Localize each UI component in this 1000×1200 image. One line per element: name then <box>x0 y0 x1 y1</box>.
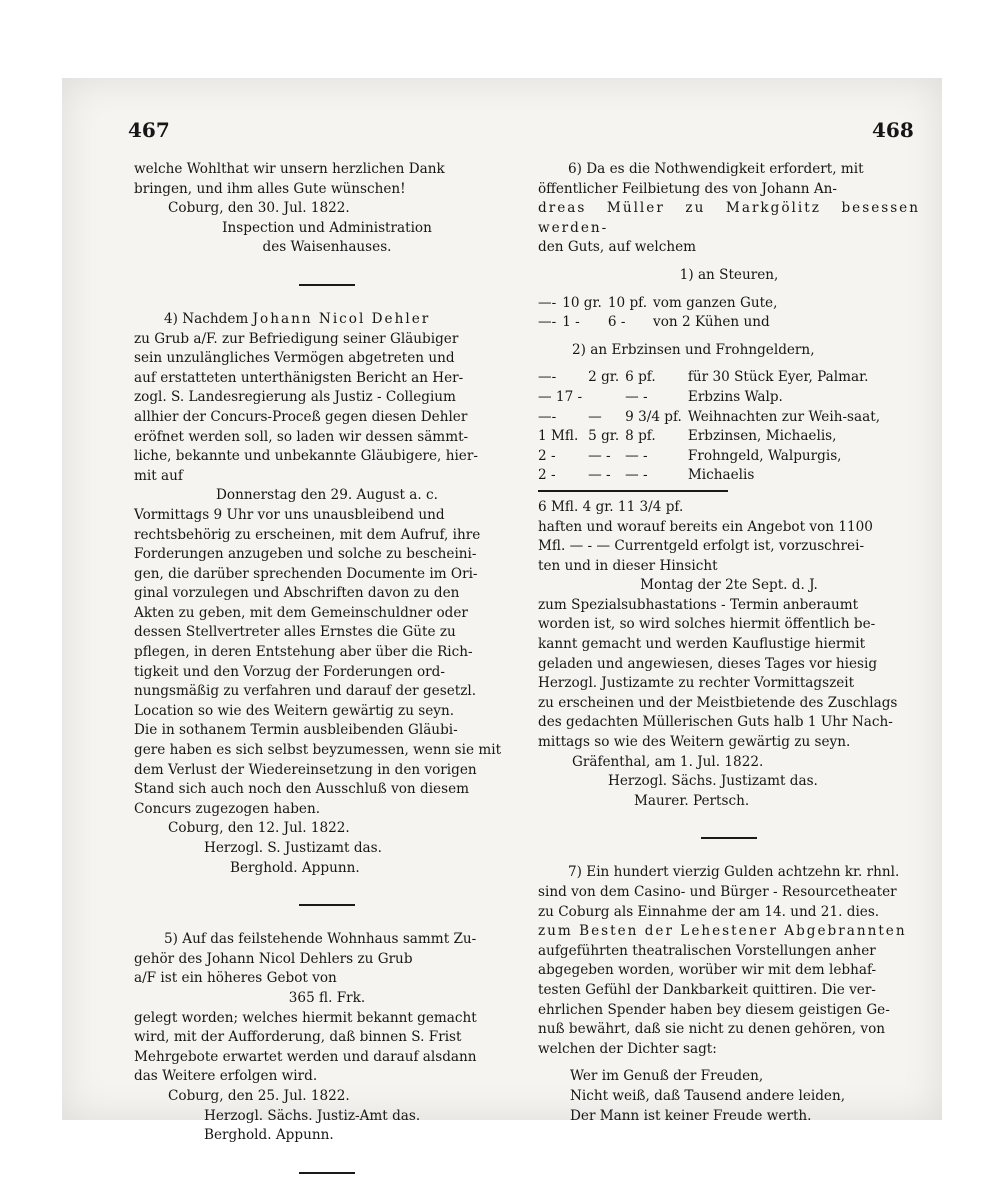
intro-line: bringen, und ihm alles Gute wünschen! <box>134 180 406 197</box>
notice-4-line: allhier der Concurs-Proceß gegen diesen Dehler <box>134 408 468 425</box>
amount-cell: — - <box>588 467 611 484</box>
notice-6-line: den Guts, auf welchem <box>538 239 697 256</box>
notice-4-line: zu Grub a/F. zur Befriedigung seiner Gläubiger <box>134 330 459 347</box>
amount-cell: 9 3/4 pf. <box>625 408 682 425</box>
notice-6-line: 6) Da es die Nothwendigkeit erfordert, mit <box>568 161 864 177</box>
section-divider <box>299 284 355 286</box>
amount-cell: — <box>588 408 602 425</box>
intro-signature: Inspection und Administration <box>222 219 432 236</box>
taxes-table <box>538 294 783 333</box>
table-row <box>538 408 886 428</box>
section-divider <box>299 1172 355 1174</box>
amount-cell: 6 - <box>607 314 626 331</box>
spacer <box>538 333 920 341</box>
poem-line: Wer im Genuß der Freuden, <box>570 1068 764 1085</box>
notice-4-place: Coburg, den 12. Jul. 1822. <box>168 820 350 837</box>
notice-5-signature: Berghold. Appunn. <box>204 1127 334 1144</box>
rents-table <box>538 368 886 486</box>
notice-4-body: Die in sothanem Termin ausbleibenden Gläubi- <box>134 722 458 739</box>
label-cell: vom ganzen Gute, <box>653 294 778 311</box>
notice-5-body: gelegt worden; welches hiermit bekannt gemacht <box>134 1009 477 1026</box>
notice-4-line: mit auf <box>134 467 183 484</box>
notice-4-body: dem Verlust der Wiedereinsetzung in den vorigen <box>134 761 477 778</box>
notice-6-body: Mfl. — - — Currentgeld erfolgt ist, vorzuschrei- <box>538 538 865 555</box>
right-column <box>538 160 920 1126</box>
page-number-left: 467 <box>128 118 170 142</box>
notice-7-line: abgegeben worden, worüber wir mit dem lebhaf- <box>538 962 877 979</box>
poem-line: Nicht weiß, daß Tausend andere leiden, <box>570 1087 846 1104</box>
notice-6-body: mittags so wie des Weitern gewärtig zu seyn. <box>538 734 851 751</box>
notice-4-body: Stand sich auch noch den Ausschluß von diesem <box>134 781 470 798</box>
notice-5-body: wird, mit der Aufforderung, daß binnen S. Frist <box>134 1029 462 1046</box>
amount-cell: —- <box>538 314 557 331</box>
notice-4-line: zogl. S. Landesregierung als Justiz - Collegium <box>134 389 456 406</box>
intro-line: welche Wohlthat wir unsern herzlichen Dank <box>134 161 445 177</box>
poem-line: Der Mann ist keiner Freude werth. <box>570 1107 812 1124</box>
label-cell: von 2 Kühen und <box>653 314 770 331</box>
notice-6-line: dreas Müller zu Markgölitz besessen werden- <box>538 200 920 236</box>
notice-6-place: Gräfenthal, am 1. Jul. 1822. <box>572 753 764 770</box>
notice-4-body: Akten zu geben, mit dem Gemeinschuldner oder <box>134 604 468 621</box>
left-column <box>134 160 520 1198</box>
table-row <box>538 368 886 388</box>
notice-5-line: 5) Auf das feilstehende Wohnhaus sammt Zu- <box>164 931 477 948</box>
notice-4-body: dessen Stellvertreter alles Ernstes die Güte zu <box>134 624 456 641</box>
amount-cell: 6 pf. <box>625 369 656 386</box>
amount-cell: — - <box>625 388 648 405</box>
amount-cell: — - <box>625 467 648 484</box>
section-divider <box>701 837 757 839</box>
amount-cell <box>588 388 625 408</box>
notice-6-body: kannt gemacht und werden Kauflustige hiermit <box>538 636 866 653</box>
notice-6-line: öffentlicher Feilbietung des von Johann An- <box>538 180 838 197</box>
notice-7-line: welchen der Dichter sagt: <box>538 1040 717 1057</box>
amount-cell: 1 Mfl. <box>538 428 579 445</box>
notice-4-body: Location so wie des Weitern gewärtig zu seyn. <box>134 702 455 719</box>
notice-6-body: ten und in dieser Hinsicht <box>538 557 718 574</box>
table-row <box>538 313 783 333</box>
notice-7-line: zum Besten der Lehestener Abgebrannten <box>538 923 907 940</box>
taxes-heading: 1) an Steuren, <box>679 266 779 283</box>
table-row <box>538 447 886 467</box>
notice-4-body: Vormittags 9 Uhr vor uns unausbleibend und <box>134 506 445 523</box>
section-divider <box>299 904 355 906</box>
notice-6-body: haften und worauf bereits ein Angebot von 1100 <box>538 518 873 535</box>
notice-4-body: Concurs zugezogen haben. <box>134 800 321 817</box>
notice-7-line: sind von dem Casino- und Bürger - Resourcetheater <box>538 884 897 900</box>
notice-7-line: ehrlichen Spender haben bey diesem geistigen Ge- <box>538 1001 890 1018</box>
notice-6-body: zu erscheinen und der Meistbietende des Zuschlags <box>538 694 898 711</box>
table-row <box>538 388 886 408</box>
poem <box>538 1067 920 1126</box>
amount-cell: 2 - <box>538 467 556 484</box>
table-row <box>538 294 783 314</box>
label-cell: Michaelis <box>687 467 755 484</box>
amount-cell: — - <box>588 447 611 464</box>
notice-5-amount: 365 fl. Frk. <box>288 989 366 1006</box>
notice-4-body: nungsmäßig zu verfahren und darauf der gesetzl. <box>134 683 477 700</box>
notice-6-body: worden ist, so wird solches hiermit öffentlich be- <box>538 616 876 633</box>
label-cell: Weihnachten zur Weih-saat, <box>687 408 881 425</box>
spacer <box>538 258 920 266</box>
notice-7-line: testen Gefühl der Dankbarkeit quittiren. Die ver- <box>538 981 876 998</box>
notice-6-date: Montag der 2te Sept. d. J. <box>640 577 818 594</box>
label-cell: Erbzinsen, Michaelis, <box>687 428 837 445</box>
notice-5-place: Coburg, den 25. Jul. 1822. <box>168 1087 350 1104</box>
amount-cell: — 17 - <box>538 388 583 405</box>
amount-cell: 2 - <box>538 447 556 464</box>
notice-4-body: tigkeit und den Vorzug der Forderungen ord- <box>134 663 445 680</box>
spacer <box>538 1059 920 1067</box>
notice-4-body: gen, die darüber sprechenden Documente im Ori- <box>134 565 478 582</box>
notice-4-body: gere haben es sich selbst beyzumessen, wenn sie mit <box>134 742 502 759</box>
notice-5-body: das Weitere erfolgen wird. <box>134 1068 318 1085</box>
notice-7-line: nuß bewährt, daß sie nicht zu denen gehören, von <box>538 1021 886 1038</box>
amount-cell: —- <box>538 294 557 311</box>
amount-cell: — - <box>625 447 648 464</box>
label-cell: Erbzins Walp. <box>687 388 783 405</box>
spacer <box>538 360 920 368</box>
amount-cell: —- <box>538 369 557 386</box>
notice-4-heading <box>134 310 520 330</box>
notice-4-line: auf erstatteten unterthänigsten Bericht an Her- <box>134 369 464 386</box>
table-row <box>538 427 886 447</box>
label-cell: für 30 Stück Eyer, Palmar. <box>687 369 869 386</box>
notice-4-body: Forderungen anzugeben und solche zu bescheini- <box>134 546 477 563</box>
notice-7-line: aufgeführten theatralischen Vorstellungen anher <box>538 942 876 959</box>
amount-cell: 10 gr. <box>562 294 602 311</box>
notice-4-signature: Herzogl. S. Justizamt das. <box>204 840 382 856</box>
table-row <box>538 466 886 486</box>
spacer <box>538 286 920 294</box>
notice-4-body: ginal vorzulegen und Abschriften davon zu den <box>134 585 460 602</box>
notice-4-number: 4) Nachdem <box>164 310 249 327</box>
notice-4-line: eröfnet werden soll, so laden wir dessen sämmt- <box>134 428 469 445</box>
amount-cell: 10 pf. <box>607 294 648 311</box>
amount-cell: —- <box>538 408 557 425</box>
notice-6-body: des gedachten Müllerischen Guts halb 1 Uhr Nach- <box>538 714 893 731</box>
notice-6-body: geladen und angewiesen, dieses Tages vor hiesig <box>538 655 878 672</box>
notice-7-line: zu Coburg als Einnahme der am 14. und 21. dies. <box>538 903 880 920</box>
notice-5-signature: Herzogl. Sächs. Justiz-Amt das. <box>204 1107 421 1124</box>
notice-7-line: 7) Ein hundert vierzig Gulden achtzehn kr. rhnl. <box>568 864 900 881</box>
sum-line: 6 Mfl. 4 gr. 11 3/4 pf. <box>538 498 684 515</box>
rents-heading: 2) an Erbzinsen und Frohngeldern, <box>572 341 815 358</box>
sum-divider <box>538 490 728 492</box>
notice-6-signature: Herzogl. Sächs. Justizamt das. <box>608 773 818 790</box>
notice-5-line: gehör des Johann Nicol Dehlers zu Grub <box>134 950 413 967</box>
notice-4-body: pflegen, in deren Entstehung aber über die Rich- <box>134 644 473 661</box>
amount-cell: 8 pf. <box>625 428 656 445</box>
notice-6-body: zum Spezialsubhastations - Termin anberaumt <box>538 596 859 613</box>
notice-5-body: Mehrgebote erwartet werden und darauf alsdann <box>134 1048 477 1065</box>
amount-cell: 2 gr. <box>588 369 620 386</box>
notice-4-date: Donnerstag den 29. August a. c. <box>216 487 438 504</box>
notice-6-body: Herzogl. Justizamte zu rechter Vormittagszeit <box>538 675 855 692</box>
amount-cell: 1 - <box>562 314 580 331</box>
notice-4-body: rechtsbehörig zu erscheinen, mit dem Aufruf, ihre <box>134 526 481 543</box>
notice-6-signature: Maurer. Pertsch. <box>634 792 750 809</box>
intro-signature: des Waisenhauses. <box>262 239 392 256</box>
notice-4-line: sein unzulängliches Vermögen abgetreten und <box>134 350 455 367</box>
amount-cell: 5 gr. <box>588 428 620 445</box>
notice-4-signature: Berghold. Appunn. <box>230 859 360 876</box>
notice-4-name: Johann Nicol Dehler <box>252 310 431 327</box>
notice-4-line: liche, bekannte und unbekannte Gläubigere, hier- <box>134 448 478 465</box>
notice-5-line: a/F ist ein höheres Gebot von <box>134 970 337 987</box>
label-cell: Frohngeld, Walpurgis, <box>687 447 842 464</box>
intro-date: Coburg, den 30. Jul. 1822. <box>168 200 350 217</box>
page-number-right: 468 <box>872 118 914 142</box>
